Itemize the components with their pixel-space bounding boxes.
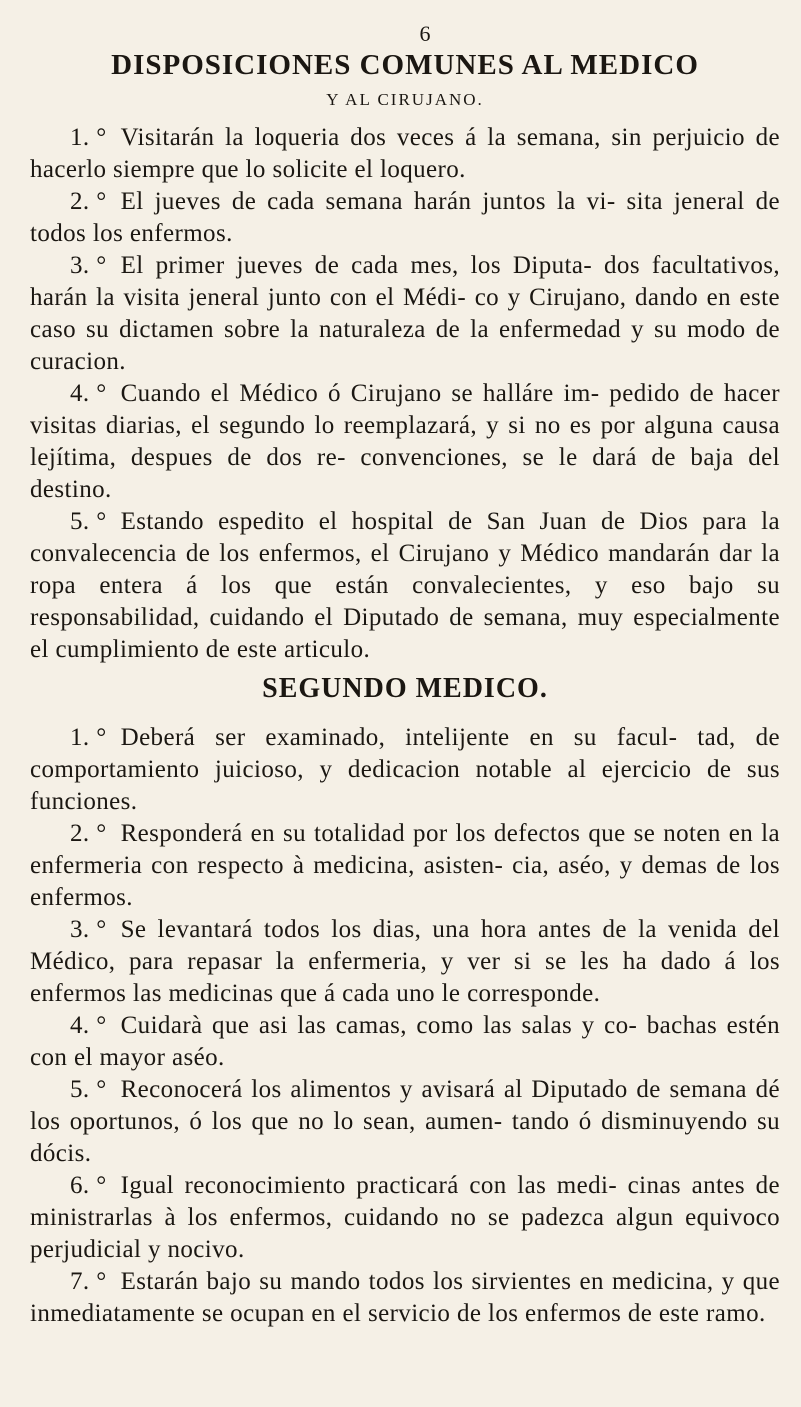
article-text: Estarán bajo su mando todos los sirvientes en medicina, y que inmediatamente se ocupan en el servicio de los enfermos de este ramo. xyxy=(30,1268,780,1327)
article xyxy=(30,1266,780,1330)
section-title: SEGUNDO MEDICO. xyxy=(262,673,548,704)
page-number: 6 xyxy=(419,21,431,46)
article xyxy=(30,250,780,378)
article-number: 3. ° xyxy=(70,252,107,279)
article-text: Reconocerá los alimentos y avisará al Diputado de semana dé los oportunos, ó los que no lo sean, aumen- tando ó disminuyendo su dócis. xyxy=(30,1076,780,1167)
article xyxy=(30,122,780,186)
article xyxy=(30,1170,780,1266)
article-number: 4. ° xyxy=(70,1012,107,1039)
article-text: Estando espedito el hospital de San Juan de Dios para la convalecencia de los enfermos, el Cirujano y Médico mandarán dar la ropa entera á los que están convalecientes, y eso bajo su responsabilidad, cuidando el Diputado de semana, muy especialmente el cumplimiento de este articulo. xyxy=(30,508,780,663)
article-number: 4. ° xyxy=(70,380,107,407)
article-number: 1. ° xyxy=(70,724,107,751)
article-number: 2. ° xyxy=(70,188,107,215)
article xyxy=(30,506,780,666)
article xyxy=(30,818,780,914)
article-text: Se levantará todos los dias, una hora antes de la venida del Médico, para repasar la enfermeria, y ver si se les ha dado á los enfermos las medicinas que á cada uno le corresponde. xyxy=(30,916,780,1007)
article-number: 2. ° xyxy=(70,820,107,847)
article-number: 6. ° xyxy=(70,1172,107,1199)
article-number: 1. ° xyxy=(70,124,107,151)
article xyxy=(30,378,780,506)
article-text: Cuidarà que asi las camas, como las salas y co- bachas estén con el mayor aséo. xyxy=(30,1012,780,1071)
article-number: 7. ° xyxy=(70,1268,107,1295)
sub-heading: Y AL CIRUJANO. xyxy=(326,90,484,109)
article xyxy=(30,186,780,250)
article xyxy=(30,1010,780,1074)
article-text: El jueves de cada semana harán juntos la vi- sita jeneral de todos los enfermos. xyxy=(30,188,780,247)
article-text: Responderá en su totalidad por los defectos que se noten en la enfermeria con respecto à medicina, asisten- cia, aséo, y demas de los enfermos. xyxy=(30,820,780,911)
article-number: 5. ° xyxy=(70,508,107,535)
article-number: 3. ° xyxy=(70,916,107,943)
article-text: El primer jueves de cada mes, los Diputa- dos facultativos, harán la visita jeneral junto con el Médi- co y Cirujano, dando en este caso su dictamen sobre la naturaleza de la enfermedad y su modo de curacion. xyxy=(30,252,780,375)
document-page xyxy=(30,22,780,1330)
article-text: Deberá ser examinado, intelijente en su facul- tad, de comportamiento juicioso, y dedicacion notable al ejercicio de sus funciones. xyxy=(30,724,780,815)
article-number: 5. ° xyxy=(70,1076,107,1103)
article-text: Igual reconocimiento practicará con las medi- cinas antes de ministrarlas à los enfermos, cuidando no se padezca algun equivoco perjudicial y nocivo. xyxy=(30,1172,780,1263)
article-text: Cuando el Médico ó Cirujano se halláre im- pedido de hacer visitas diarias, el segundo lo reemplazará, y si no es por alguna causa lejítima, despues de dos re- convenciones, se le dará de baja del destino. xyxy=(30,380,780,503)
article xyxy=(30,914,780,1010)
article-text: Visitarán la loqueria dos veces á la semana, sin perjuicio de hacerlo siempre que lo solicite el loquero. xyxy=(30,124,780,183)
article xyxy=(30,1074,780,1170)
section-common-provisions xyxy=(30,122,780,666)
main-heading: DISPOSICIONES COMUNES AL MEDICO xyxy=(111,49,699,81)
article xyxy=(30,722,780,818)
section-second-doctor xyxy=(30,722,780,1330)
